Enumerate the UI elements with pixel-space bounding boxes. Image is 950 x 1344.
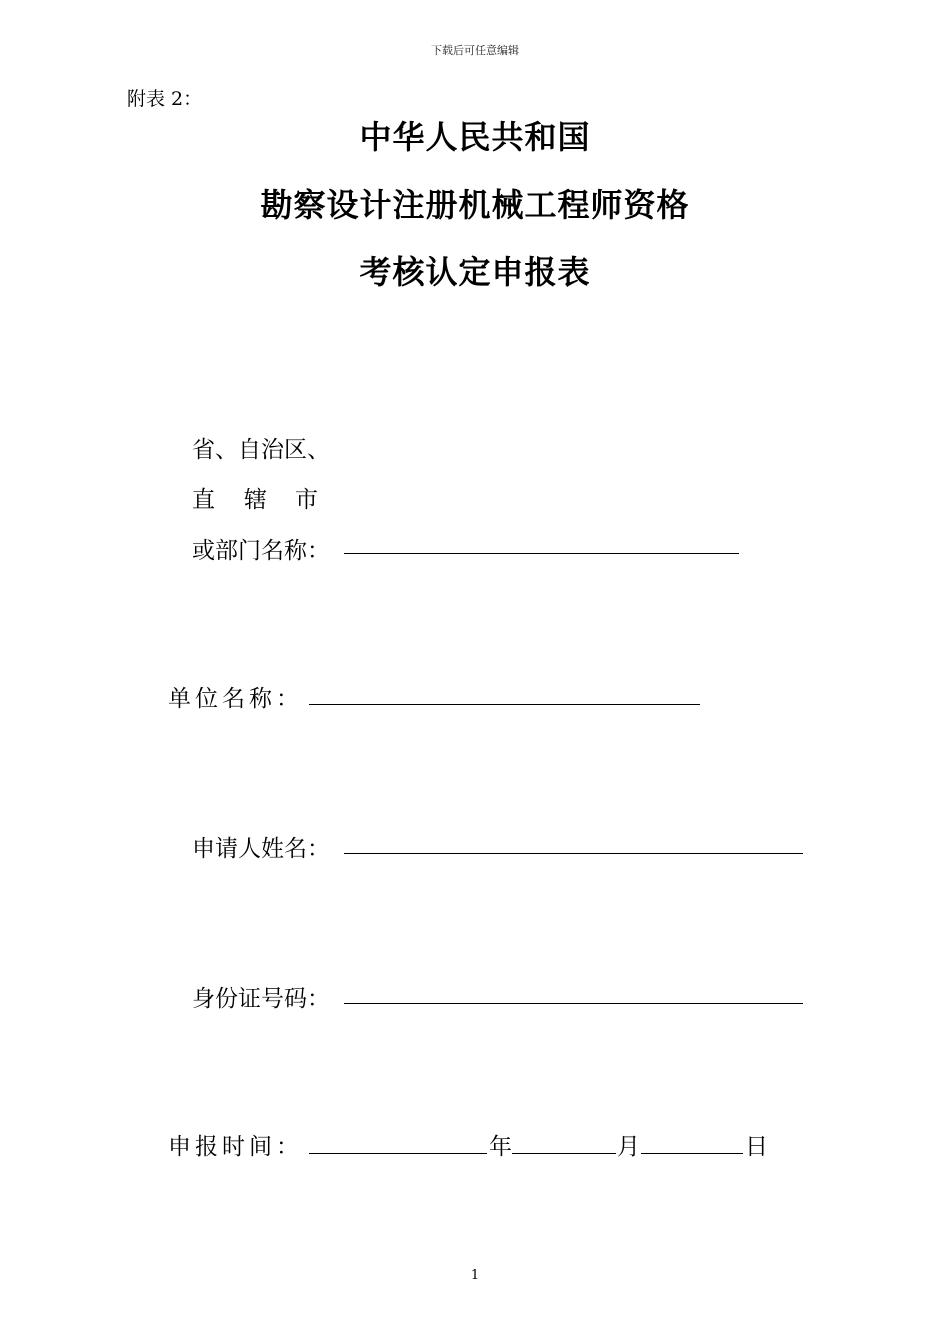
municipality-char-2: 辖 (244, 487, 267, 513)
month-label: 月 (617, 1134, 640, 1160)
municipality-char-3: 市 (295, 487, 318, 513)
year-label: 年 (489, 1134, 512, 1160)
province-label: 省、自治区、 (192, 437, 330, 463)
applicant-label: 申请人姓名： (192, 836, 330, 862)
attachment-label: 附表 2： (127, 88, 203, 110)
month-field[interactable] (512, 1153, 616, 1154)
year-field[interactable] (309, 1153, 487, 1154)
date-label: 申报时间： (168, 1134, 303, 1160)
title-line-1: 中华人民共和国 (359, 118, 591, 156)
title-line-2: 勘察设计注册机械工程师资格 (260, 186, 690, 224)
municipality-char-1: 直 (192, 487, 215, 513)
day-label: 日 (745, 1134, 768, 1160)
unit-label: 单位名称： (168, 686, 303, 712)
unit-field[interactable] (309, 704, 700, 705)
day-field[interactable] (641, 1153, 743, 1154)
page-header-note: 下载后可任意编辑 (431, 44, 519, 57)
title-line-3: 考核认定申报表 (359, 253, 591, 291)
department-field[interactable] (344, 553, 739, 554)
applicant-field[interactable] (344, 853, 803, 854)
department-label: 或部门名称： (192, 538, 330, 564)
id-field[interactable] (344, 1003, 803, 1004)
id-label: 身份证号码： (192, 986, 330, 1012)
page-number: 1 (470, 1268, 480, 1283)
